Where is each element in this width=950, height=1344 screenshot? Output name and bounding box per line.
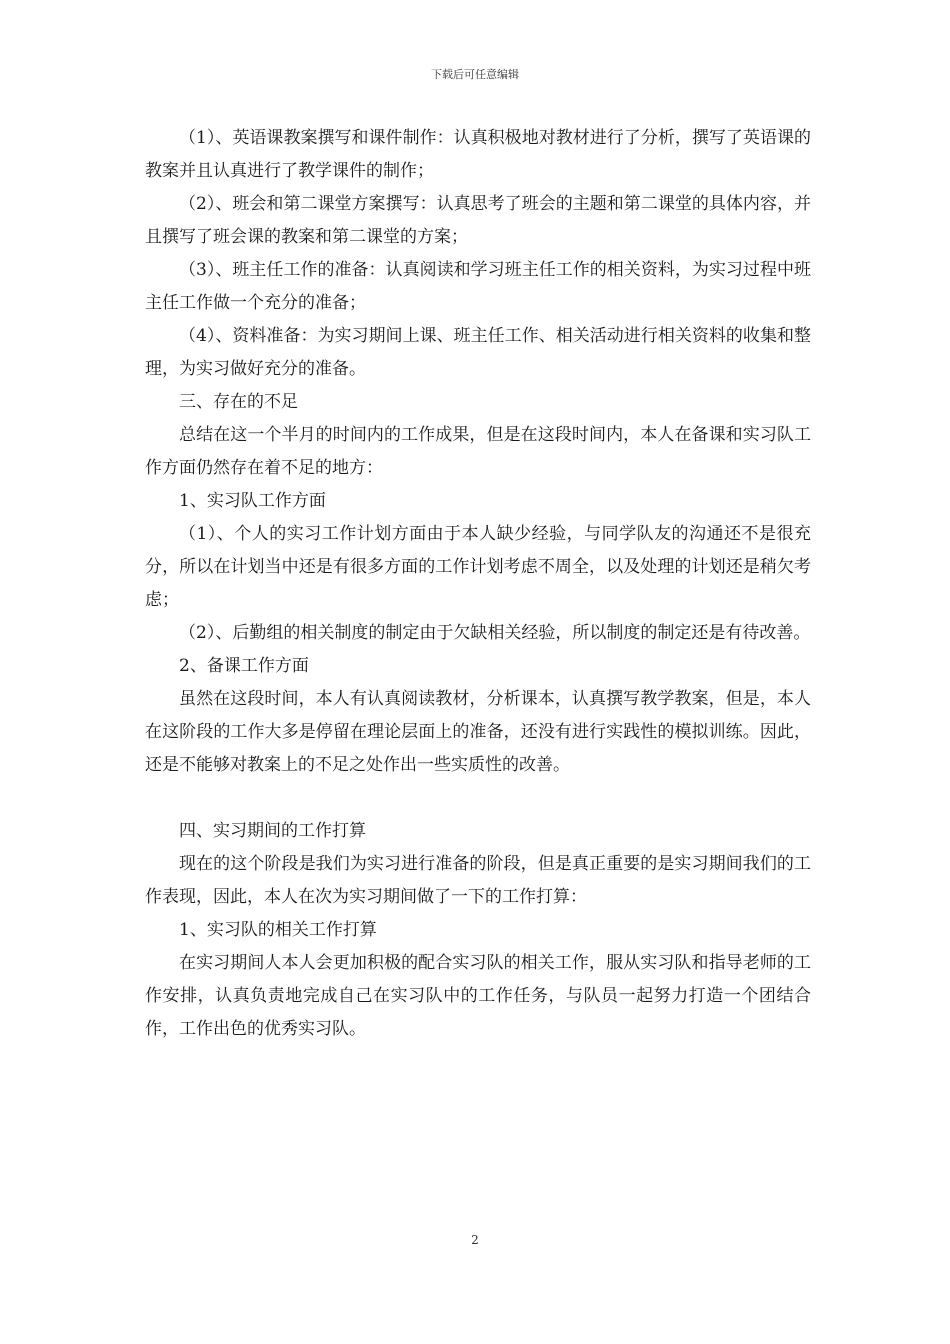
paragraph-shortcomings-summary: 总结在这一个半月的时间内的工作成果，但是在这段时间内，本人在备课和实习队工作方面仍然存在着不足的地方：: [145, 425, 811, 478]
subheading-team-work: 1、实习队工作方面: [179, 491, 326, 511]
section-heading-plans: 四、实习期间的工作打算: [179, 821, 366, 841]
page-number: 2: [471, 1233, 479, 1247]
section-heading-shortcomings: 三、存在的不足: [179, 392, 298, 412]
paragraph-gap: [145, 782, 811, 815]
paragraph-team-plans: 在实习期间人本人会更加积极的配合实习队的相关工作，服从实习队和指导老师的工作安排，认真负责地完成自己在实习队中的工作任务，与队员一起努力打造一个团结合作，工作出色的优秀实习队。: [145, 953, 811, 1039]
document-body: [145, 122, 811, 1046]
paragraph-plan-materials: （4）、资料准备：为实习期间上课、班主任工作、相关活动进行相关资料的收集和整理，为实习做好充分的准备。: [145, 326, 811, 379]
paragraph-plan-english: （1）、英语课教案撰写和课件制作：认真积极地对教材进行了分析，撰写了英语课的教案并且认真进行了教学课件的制作；: [145, 128, 811, 181]
paragraph-lesson-prep: 虽然在这段时间，本人有认真阅读教材，分析课本，认真撰写教学教案，但是，本人在这阶段的工作大多是停留在理论层面上的准备，还没有进行实践性的模拟训练。因此，还是不能够对教案上的不足之处作出一些实质性的改善。: [145, 689, 811, 775]
subheading-lesson-prep: 2、备课工作方面: [179, 656, 309, 676]
paragraph-team-plan: （1）、个人的实习工作计划方面由于本人缺少经验，与同学队友的沟通还不是很充分，所以在计划当中还是有很多方面的工作计划考虑不周全，以及处理的计划还是稍欠考虑；: [145, 524, 811, 610]
paragraph-plans-intro: 现在的这个阶段是我们为实习进行准备的阶段，但是真正重要的是实习期间我们的工作表现，因此，本人在次为实习期间做了一下的工作打算：: [145, 854, 811, 907]
paragraph-logistics: （2）、后勤组的相关制度的制定由于欠缺相关经验，所以制度的制定还是有待改善。: [179, 623, 811, 643]
paragraph-plan-headteacher: （3）、班主任工作的准备：认真阅读和学习班主任工作的相关资料，为实习过程中班主任工作做一个充分的准备；: [145, 260, 811, 313]
paragraph-plan-classmeeting: （2）、班会和第二课堂方案撰写：认真思考了班会的主题和第二课堂的具体内容，并且撰写了班会课的教案和第二课堂的方案；: [145, 194, 811, 247]
subheading-team-plans: 1、实习队的相关工作打算: [179, 920, 377, 940]
header-note: 下载后可任意编辑: [431, 68, 519, 81]
